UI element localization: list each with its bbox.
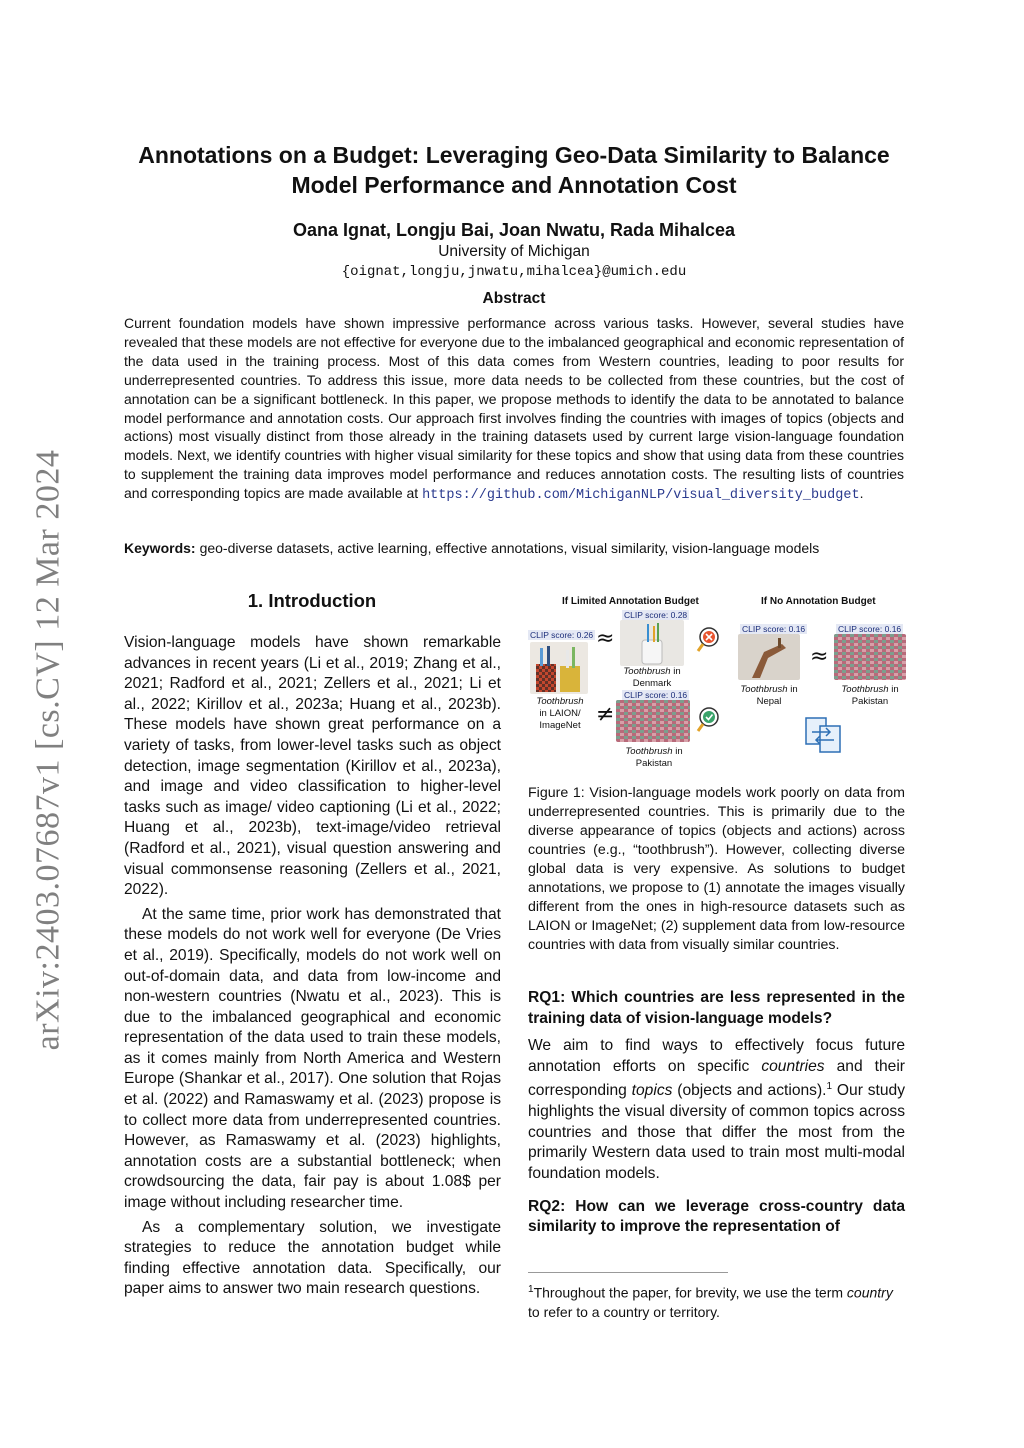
footnote: $^1$Throughout the paper, for brevity, we use the term country to refer to a country or territory. [528, 1284, 893, 1320]
author-list: Oana Ignat, Longju Bai, Joan Nwatu, Rada Mihalcea [292, 220, 736, 240]
toothbrush-denmark-image [620, 620, 684, 666]
caption-pakistan-2: Toothbrush in Pakistan [841, 684, 899, 707]
toothbrush-laion-image [530, 642, 588, 694]
footnote-ref[interactable]: 1 [826, 1081, 833, 1093]
not-equal-symbol: ≠ [596, 702, 615, 727]
caption-pakistan: Toothbrush in Pakistan [625, 746, 683, 769]
caption-denmark: Toothbrush in Denmark [623, 666, 681, 689]
rq1-heading: RQ1: Which countries are less represented in the training data of vision-language models? [528, 989, 905, 1027]
toothbrush-pakistan-image-2 [834, 634, 906, 680]
figure-heading-limited-budget: If Limited Annotation Budget [562, 596, 699, 607]
clip-score-laion: CLIP score: 0.26 [530, 630, 594, 640]
clip-score-pakistan-2: CLIP score: 0.16 [838, 624, 902, 634]
figure-1-caption: Figure 1: Vision-language models work poorly on data from underrepresented countries. This is primarily due to the diverse appearance of topics (objects and actions) across countries (e.g., “toothbrush”). However, collecting diverse global data is very expensive. As solutions to budget annotations, we propose to (1) annotate the images visually different from the ones in high-resource datasets such as LAION or ImageNet; (2) supplement data from low-resource countries with data from visually similar countries. [528, 785, 905, 953]
clip-score-denmark: CLIP score: 0.28 [624, 610, 688, 620]
paper-title: Annotations on a Budget: Leveraging Geo-Data Similarity to Balance Model Performance and Annotation Cost [138, 142, 890, 198]
intro-paragraph-1: Vision-language models have shown remarkable advances in recent years (Li et al., 2019; Zhang et al., 2021; Radford et al., 2021; Zellers et al., 2021; Li et al., 2022; Kirillov et al., 2023a; Huang et al., 2023b). These models have shown great performance on a variety of tasks, from lower-level tasks such as object detection, image segmentation (Kirillov et al., 2023a), and image and video classification to higher-level tasks such as image/ video captioning (Li et al., 2022; Huang et al., 2023b), text-image/video retrieval (Radford et al., 2021), visual question answering and visual commonsense reasoning (Zellers et al., 2021, 2022). [124, 634, 501, 899]
rq2-heading: RQ2: How can we leverage cross-country data similarity to improve the representation of [528, 1197, 905, 1236]
rq1-body: We aim to find ways to effectively focus future annotation efforts on specific countries and their corresponding topics (objects and actions).$^1$ Our study highlights the visual diversity of common topics across countries and those that differ the most from the primarily Western data used to train most multi-modal foundation models. [528, 1037, 905, 1182]
toothbrush-pakistan-image [616, 700, 690, 742]
arxiv-identifier: arXiv:2403.07687v1 [cs.CV] 12 Mar 2024 [29, 449, 67, 1051]
approx-symbol: ≈ [596, 626, 615, 651]
introduction-column [124, 633, 501, 1304]
caption-laion: Toothbrush in LAION/ ImageNet [536, 696, 584, 731]
keywords: Keywords: geo-diverse datasets, active learning, effective annotations, visual similarity, vision-language models [124, 540, 820, 556]
document-transfer-icon [804, 716, 844, 754]
caption-nepal: Toothbrush in Nepal [740, 684, 798, 707]
github-link[interactable]: https://github.com/MichiganNLP/visual_diversity_budget [422, 488, 860, 504]
right-column [528, 784, 905, 1238]
affiliation: University of Michigan [438, 243, 590, 260]
section-heading-introduction: 1. Introduction [247, 590, 377, 611]
clip-score-nepal: CLIP score: 0.16 [742, 624, 806, 634]
author-emails: {oignat,longju,jnwatu,mihalcea}@umich.edu [341, 264, 687, 280]
reject-magnifier-icon [696, 626, 722, 654]
intro-paragraph-3: As a complementary solution, we investigate strategies to reduce the annotation budget while finding effective annotation data. Specifically, our paper aims to answer two main research questions. [124, 1218, 501, 1298]
intro-paragraph-2: At the same time, prior work has demonstrated that these models do not work well for everyone (De Vries et al., 2019). Specifically, models do not work well on out-of-domain data, and data from low-income and non-western countries (Nwatu et al., 2023). This is due to the imbalanced geographical and economic representation of the data used to train these models, as it comes mainly from North America and Western Europe (Shankar et al., 2017). One solution that Rojas et al. (2022) and Ramaswamy et al. (2023) propose is to collect more data from underrepresented countries. However, as Ramaswamy et al. (2023) highlights, annotation costs are a substantial bottleneck; when crowdsourcing the data, fair pay is about 1.08$ per image without including researcher time. [124, 905, 501, 1212]
accept-magnifier-icon [696, 706, 722, 734]
approx-symbol-2: ≈ [810, 644, 829, 669]
abstract-heading: Abstract [482, 290, 546, 307]
figure-1 [524, 592, 909, 772]
abstract-text: Current foundation models have shown impressive performance across various tasks. However, several studies have revealed that these models are not effective for everyone due to the imbalanced geographical and economic representation of the data used in the training process. Most of this data comes from Western countries, leading to poor results for underrepresented countries. To address this issue, more data needs to be collected from these countries, but the cost of annotation can be a significant bottleneck. In this paper, we propose methods to identify the data to be annotated to balance model performance and annotation costs. Our approach first involves finding the countries with images of topics (objects and actions) most visually distinct from those already in the training datasets used by current large vision-language foundation models. Next, we identify countries with higher visual similarity for these topics and show that using data from these countries to supplement the training data improves model performance and reduces annotation costs. The resulting lists of countries and corresponding topics are made available at https://github.com/MichiganNLP/visual_diversity_budget. [124, 315, 904, 504]
footnote-divider [528, 1272, 728, 1273]
toothbrush-nepal-image [738, 634, 800, 680]
clip-score-pakistan: CLIP score: 0.16 [624, 690, 688, 700]
figure-heading-no-budget: If No Annotation Budget [761, 596, 876, 607]
